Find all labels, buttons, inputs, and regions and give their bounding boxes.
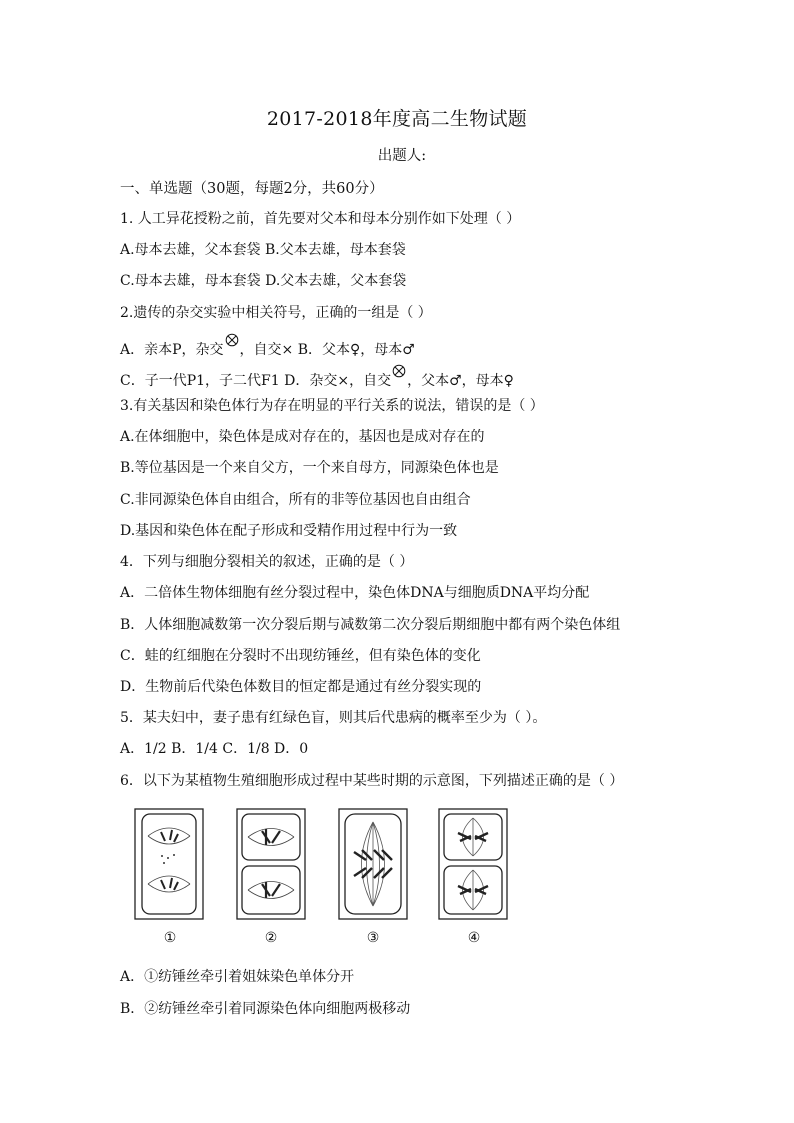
figure-label-2: ② — [264, 930, 278, 946]
q5-options: A．1/2 B．1/4 C．1/8 D．0 — [120, 741, 309, 757]
q2-cd-prefix: C．子一代P1，子二代F1 D．杂交×，自交 — [120, 373, 392, 389]
q4-option-c: C．蛙的红细胞在分裂时不出现纺锤丝，但有染色体的变化 — [120, 648, 481, 664]
q2-options-cd — [120, 364, 514, 390]
q3-option-d: D.基因和染色体在配子形成和受精作用过程中行为一致 — [120, 523, 458, 539]
q4-option-a: A．二倍体生物体细胞有丝分裂过程中，染色体DNA与细胞质DNA平均分配 — [120, 585, 590, 601]
q6-stem: 6．以下为某植物生殖细胞形成过程中某些时期的示意图，下列描述正确的是（ ） — [120, 773, 624, 789]
q3-stem: 3.有关基因和染色体行为存在明显的平行关系的说法，错误的是（ ） — [120, 398, 544, 414]
q3-option-c: C.非同源染色体自由组合，所有的非等位基因也自由组合 — [120, 492, 471, 508]
q1-options-cd: C.母本去雄，母本套袋 D.父本去雄，父本套袋 — [120, 273, 407, 289]
self-cross-symbol-icon — [225, 333, 239, 347]
figure-label-3: ③ — [366, 930, 380, 946]
author-label: 出题人: — [377, 148, 427, 164]
q2-a-suffix: ，自交× B．父本♀，母本♂ — [239, 342, 415, 358]
page-title: 2017-2018年度高二生物试题 — [266, 108, 528, 130]
q1-options-ab: A.母本去雄，父本套袋 B.父本去雄，母本套袋 — [120, 242, 406, 258]
author-line — [0, 144, 794, 165]
q6-option-a: A．①纺锤丝牵引着姐妹染色单体分开 — [120, 969, 355, 985]
cell-diagram-3 — [338, 808, 408, 920]
q2-a-prefix: A．亲本P，杂交 — [120, 342, 224, 358]
q2-cd-suffix: ，父本♂，母本♀ — [407, 373, 514, 389]
q6-option-b: B．②纺锤丝牵引着同源染色体向细胞两极移动 — [120, 1001, 411, 1017]
q4-option-d: D．生物前后代染色体数目的恒定都是通过有丝分裂实现的 — [120, 679, 482, 695]
q1-stem: 1. 人工异花授粉之前，首先要对父本和母本分别作如下处理（ ） — [120, 211, 521, 227]
q3-option-b: B.等位基因是一个来自父方，一个来自母方，同源染色体也是 — [120, 460, 499, 476]
q5-stem: 5．某夫妇中，妻子患有红绿色盲，则其后代患病的概率至少为（ ）。 — [120, 710, 547, 726]
q3-option-a: A.在体细胞中，染色体是成对存在的，基因也是成对存在的 — [120, 429, 485, 445]
cell-division-figure — [128, 808, 518, 948]
cell-diagram-4 — [438, 808, 508, 920]
figure-label-4: ④ — [467, 930, 481, 946]
figure-label-1: ① — [163, 930, 177, 946]
self-cross-symbol-icon — [392, 364, 406, 378]
q2-stem: 2.遗传的杂交实验中相关符号，正确的一组是（ ） — [120, 305, 432, 321]
q2-options-ab — [120, 333, 415, 359]
q4-option-b: B．人体细胞减数第一次分裂后期与减数第二次分裂后期细胞中都有两个染色体组 — [120, 617, 621, 633]
q4-stem: 4．下列与细胞分裂相关的叙述，正确的是（ ） — [120, 554, 414, 570]
section-heading: 一、单选题（30题，每题2分，共60分） — [120, 181, 384, 197]
cell-diagram-2 — [236, 808, 306, 920]
cell-diagram-1 — [134, 808, 204, 920]
